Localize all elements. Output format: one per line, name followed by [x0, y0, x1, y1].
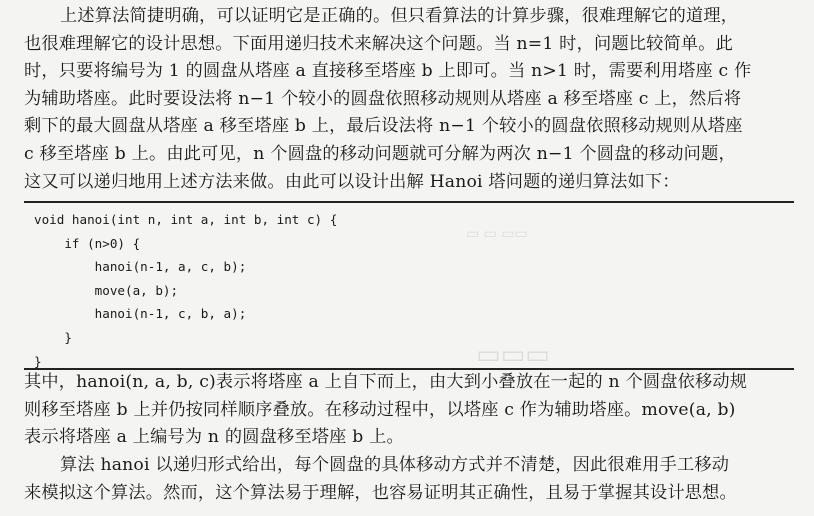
text-line: 算法 hanoi 以递归形式给出，每个圆盘的具体移动方式并不清楚，因此很难用手工移动	[60, 455, 730, 475]
text-line: 其中，hanoi(n, a, b, c)表示将塔座 a 上自下而上，由大到小叠放在一起的 n 个圆盘依移动规	[24, 372, 748, 392]
text-line: 也很难理解它的设计思想。下面用递归技术来解决这个问题。当 n=1 时，问题比较简单。此	[24, 33, 734, 54]
paragraph-hanoi-summary	[24, 452, 794, 507]
code-line: hanoi(n-1, a, c, b);	[34, 259, 247, 275]
bleed-through-text: ▭ ▭ ▭▭	[466, 226, 528, 242]
text-line: 为辅助塔座。此时要设法将 n−1 个较小的圆盘依照移动规则从塔座 a 移至塔座 c 上，然后将	[24, 88, 742, 109]
code-block-top-rule	[24, 201, 794, 203]
code-line: if (n>0) {	[34, 235, 141, 251]
text-line: 则移至塔座 b 上并仍按同样顺序叠放。在移动过程中，以塔座 c 作为辅助塔座。move(a, b)	[24, 399, 736, 420]
code-line: }	[34, 353, 42, 369]
bleed-through-heading: ▭▭▭	[476, 340, 550, 370]
code-line: move(a, b);	[34, 282, 179, 298]
text-line: 剩下的最大圆盘从塔座 a 移至塔座 b 上，最后设法将 n−1 个较小的圆盘依照移动规则从塔座	[24, 116, 743, 137]
paragraph-recursion-explanation	[24, 3, 794, 196]
text-line: 来模拟这个算法。然而，这个算法易于理解，也容易证明其正确性，且易于掌握其设计思想。	[24, 482, 737, 503]
code-line: void hanoi(int n, int a, int b, int c) {	[34, 212, 338, 227]
text-line: 表示将塔座 a 上编号为 n 的圆盘移至塔座 b 上。	[24, 427, 404, 448]
paragraph-hanoi-description	[24, 369, 794, 452]
code-block-hanoi	[34, 208, 337, 373]
text-line: 时，只要将编号为 1 的圆盘从塔座 a 直接移至塔座 b 上即可。当 n>1 时，需要利用塔座 c 作	[24, 61, 752, 82]
text-line: c 移至塔座 b 上。由此可见，n 个圆盘的移动问题就可分解为两次 n−1 个圆盘的移动问题，	[24, 143, 736, 164]
text-line: 这又可以递归地用上述方法来做。由此可以设计出解 Hanoi 塔问题的递归算法如下：	[24, 171, 680, 192]
text-line: 上述算法简捷明确，可以证明它是正确的。但只看算法的计算步骤，很难理解它的道理，	[60, 6, 739, 26]
code-line: hanoi(n-1, c, b, a);	[34, 306, 247, 322]
code-line: }	[34, 329, 72, 345]
